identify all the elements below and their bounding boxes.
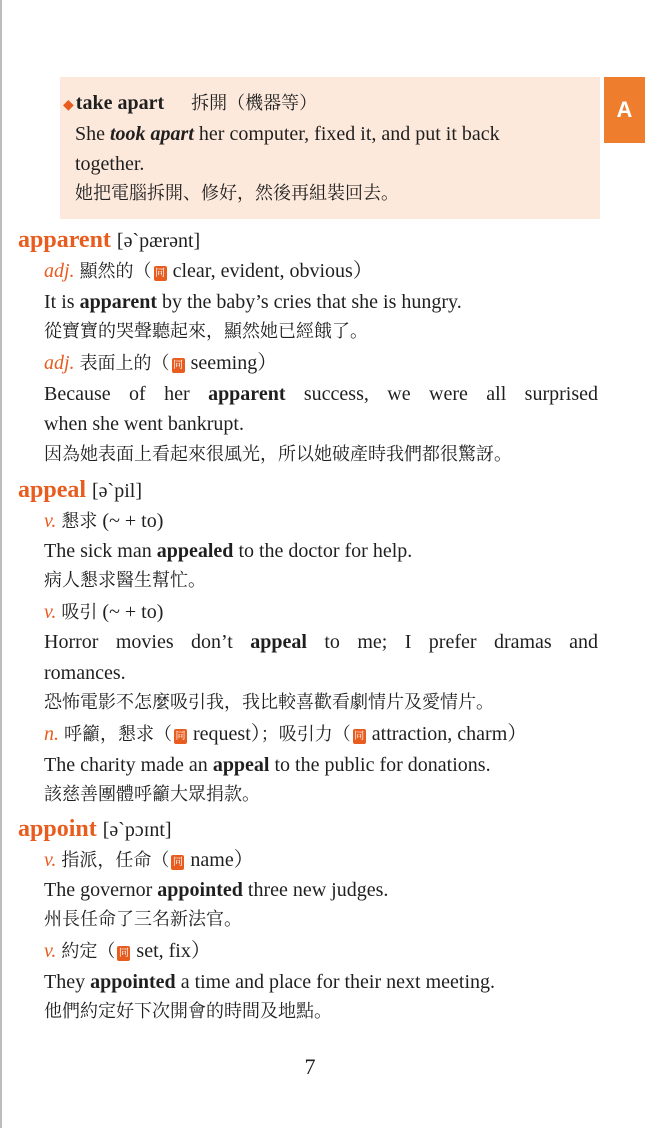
synonym-icon: 同 <box>354 731 365 742</box>
phrase-header <box>63 90 317 119</box>
example-translation: 他們約定好下次開會的時間及地點。 <box>44 1001 332 1022</box>
example-sentence: The governor appointed three new judges. <box>44 879 389 901</box>
synonym-icon: 同 <box>175 731 186 742</box>
phrase-example: She took apart her computer, fixed it, and put it back <box>75 123 500 145</box>
sense-line: v. 吸引 (~ + to) <box>44 601 164 623</box>
example-translation: 州長任命了三名新法官。 <box>44 909 242 930</box>
example-sentence: It is apparent by the baby’s cries that she is hungry. <box>44 291 462 313</box>
example-translation: 恐怖電影不怎麼吸引我，我比較喜歡看劇情片及愛情片。 <box>44 692 494 713</box>
diamond-icon: ◆ <box>63 98 74 113</box>
example-translation: 該慈善團體呼籲大眾捐款。 <box>44 784 260 805</box>
example-sentence-cont: romances. <box>44 662 126 684</box>
phrase-example-zh: 她把電腦拆開、修好，然後再組裝回去。 <box>75 183 399 204</box>
sense-line: adj. 表面上的（ 同 seeming） <box>44 352 278 374</box>
pronunciation: [ə`pil] <box>92 480 142 502</box>
sense-line: adj. 顯然的（ 同 clear, evident, obvious） <box>44 260 373 282</box>
synonym-icon: 同 <box>173 360 184 371</box>
example-sentence: The charity made an appeal to the public for donations. <box>44 754 491 776</box>
example-sentence: Horror movies don’t appeal to me; I prefer dramas and <box>44 631 598 653</box>
phrase-title: take apart <box>75 92 165 114</box>
headword: apparent <box>18 227 111 253</box>
sense-line: v. 懇求 (~ + to) <box>44 510 164 532</box>
synonym-icon: 同 <box>155 268 166 279</box>
sense-line: v. 指派，任命（ 同 name） <box>44 849 254 871</box>
example-sentence: They appointed a time and place for their next meeting. <box>44 971 496 993</box>
page-number: 7 <box>304 1054 316 1079</box>
phrase-meaning: 拆開（機器等） <box>191 93 318 114</box>
sense-line: n. 呼籲，懇求（ 同 request）；吸引力（ 同 attraction, charm） <box>44 723 528 745</box>
entry-appeal-header <box>18 477 142 504</box>
headword: appeal <box>18 477 87 503</box>
page-left-rule <box>0 0 2 1128</box>
example-translation: 從寶寶的哭聲聽起來，顯然她已經餓了。 <box>44 321 368 342</box>
synonym-icon: 同 <box>172 857 183 868</box>
alphabet-tab[interactable]: A <box>604 77 645 143</box>
example-sentence: The sick man appealed to the doctor for help. <box>44 540 413 562</box>
sense-line: v. 約定（ 同 set, fix） <box>44 940 211 962</box>
pronunciation: [ə`pærənt] <box>116 230 201 252</box>
headword: appoint <box>18 816 97 842</box>
example-sentence: Because of her apparent success, we were all surprised <box>44 383 599 405</box>
phrase-example-cont: together. <box>75 153 145 175</box>
synonym-icon: 同 <box>118 948 129 959</box>
entry-apparent-header <box>18 227 200 254</box>
example-translation: 病人懇求醫生幫忙。 <box>44 570 206 591</box>
example-sentence-cont: when she went bankrupt. <box>44 413 244 435</box>
example-translation: 因為她表面上看起來很風光，所以她破產時我們都很驚訝。 <box>44 444 512 465</box>
pronunciation: [ə`pɔɪnt] <box>102 819 172 841</box>
entry-appoint-header <box>18 816 172 843</box>
